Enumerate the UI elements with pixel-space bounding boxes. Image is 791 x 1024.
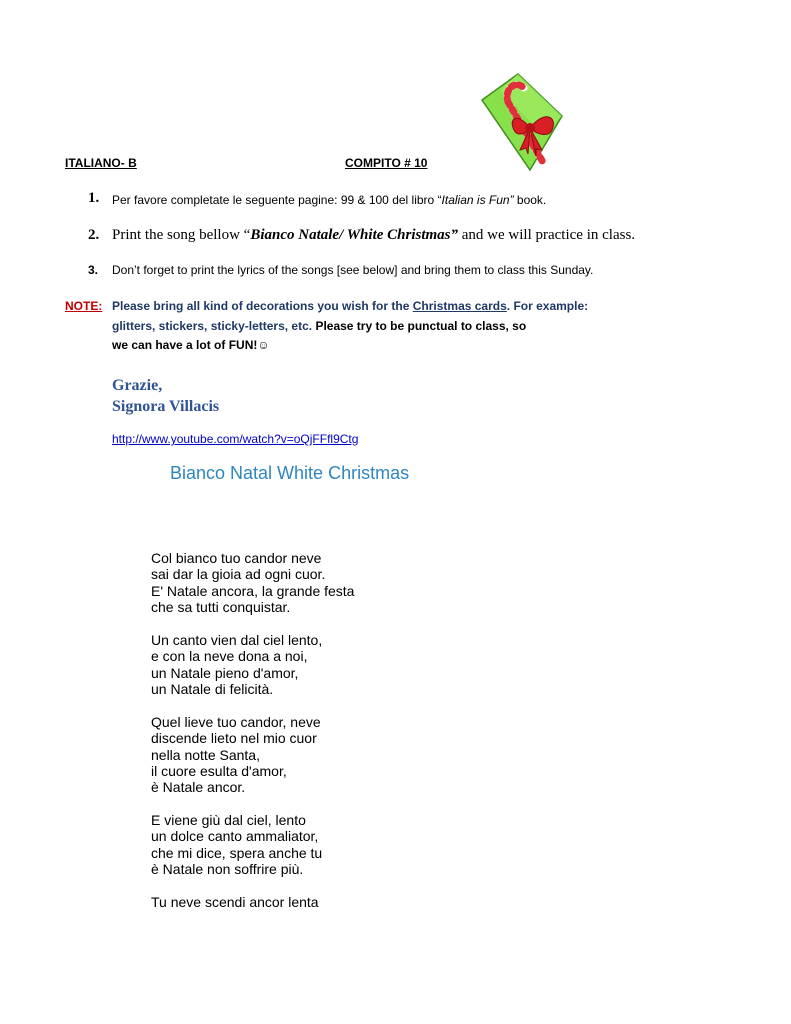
lyric-line: il cuore esulta d'amor,: [151, 762, 287, 779]
lyric-line: discende lieto nel mio cuor: [151, 730, 317, 747]
class-label: ITALIANO- B: [65, 156, 137, 170]
item-3-text: Don’t forget to print the lyrics of the songs [see below] and bring them to class this Sunday.: [112, 263, 594, 277]
song-title: Bianco Natal White Christmas: [170, 463, 410, 483]
stanza-2: [151, 632, 354, 714]
lyric-line: E' Natale ancora, la grande festa: [151, 582, 355, 599]
stanza-4: [151, 812, 354, 894]
note-line-2: glitters, stickers, sticky-letters, etc. Please try to be punctual to class, so: [112, 319, 527, 333]
assignment-label: COMPITO # 10: [345, 156, 428, 170]
lyric-line: Col bianco tuo candor neve: [151, 550, 322, 566]
christmas-cards-link: Christmas cards: [412, 299, 507, 313]
note-line-1: Please bring all kind of decorations you wish for the Christmas cards. For example:: [112, 299, 589, 313]
item-2-number: 2.: [88, 227, 100, 243]
lyric-line: che sa tutti conquistar.: [151, 598, 291, 615]
lyric-line: sai dar la gioia ad ogni cuor.: [151, 566, 326, 583]
stanza-1: [151, 550, 354, 632]
lyric-line: E viene giù dal ciel, lento: [151, 812, 306, 828]
note-label: NOTE:: [65, 299, 103, 313]
item-3-number: 3.: [88, 263, 99, 277]
lyric-line: Quel lieve tuo candor, neve: [151, 714, 321, 730]
lyric-line: che mi dice, spera anche tu: [151, 844, 323, 861]
lyric-line: Tu neve scendi ancor lenta: [151, 894, 319, 910]
note-line-3: we can have a lot of FUN!☺: [112, 338, 270, 352]
lyric-line: Un canto vien dal ciel lento,: [151, 632, 323, 648]
item-2-text: Print the song bellow “Bianco Natale/ White Christmas” and we will practice in class.: [112, 227, 636, 243]
lyric-line: un Natale di felicità.: [151, 680, 274, 697]
stanza-3: [151, 714, 354, 812]
lyric-line: un dolce canto ammaliator,: [151, 828, 319, 845]
book-title: Italian is Fun”: [441, 193, 514, 207]
lyric-line: un Natale pieno d'amor,: [151, 664, 299, 681]
lyrics: [151, 550, 354, 910]
song-name: Bianco Natale/ White Christmas”: [250, 227, 459, 243]
lyric-line: e con la neve dona a noi,: [151, 648, 308, 665]
youtube-link[interactable]: http://www.youtube.com/watch?v=oQjFFfl9Ctg: [112, 432, 359, 446]
lyric-line: è Natale ancor.: [151, 779, 246, 796]
item-1-text: Per favore completate le seguente pagine: 99 & 100 del libro “Italian is Fun” book.: [112, 193, 547, 207]
stanza-5: [151, 894, 354, 910]
christmas-gift-icon: [478, 72, 564, 177]
signature-name: Signora Villacis: [112, 398, 220, 415]
signature-thanks: Grazie,: [112, 377, 163, 394]
lyric-line: è Natale non soffrire più.: [151, 860, 304, 877]
lyric-line: nella notte Santa,: [151, 746, 260, 763]
item-1-number: 1.: [88, 190, 100, 206]
